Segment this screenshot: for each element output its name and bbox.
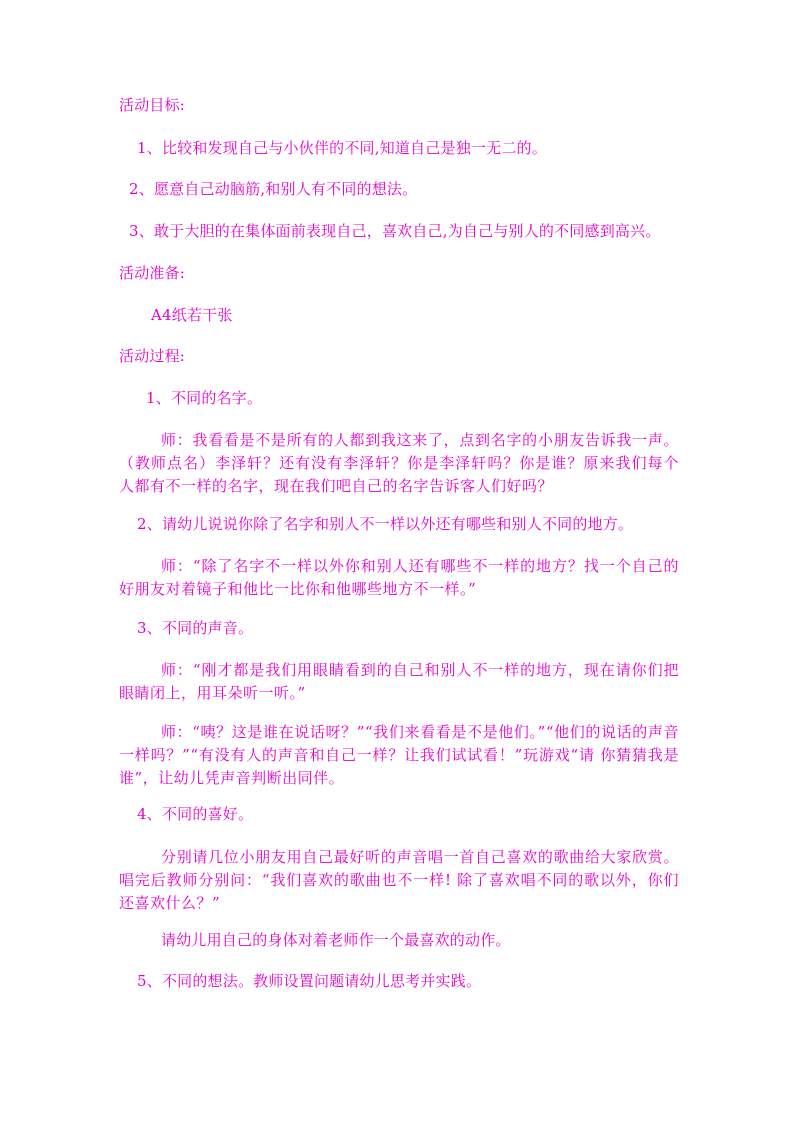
goal-item-3: 3、敢于大胆的在集体面前表现自己，喜欢自己,为自己与别人的不同感到高兴。 xyxy=(129,222,661,240)
step-1-title: 1、不同的名字。 xyxy=(146,389,263,407)
step-4-title: 4、不同的喜好。 xyxy=(137,805,254,823)
step-3-paragraph-a: 师：“刚才都是我们用眼睛看到的自己和别人不一样的地方，现在请你们把眼睛闭上，用耳朵听一听。” xyxy=(119,661,679,702)
prep-item: A4纸若干张 xyxy=(151,306,233,324)
step-2-title: 2、请幼儿说说你除了名字和别人不一样以外还有哪些和别人不同的地方。 xyxy=(137,515,634,533)
step-1-paragraph: 师：我看看是不是所有的人都到我这来了，点到名字的小朋友告诉我一声。（教师点名）李泽轩？还有没有李泽轩？你是李泽轩吗？你是谁？原来我们每个 人都有不一样的名字，现在我们吧自己的名字告诉客人们好吗？ xyxy=(119,431,711,495)
step-2-paragraph: 师：“除了名字不一样以外你和别人还有哪些不一样的地方？找一个自己的好朋友对着镜子和他比一比你和他哪些地方不一样。” xyxy=(119,557,679,598)
goal-item-2: 2、愿意自己动脑筋,和别人有不同的想法。 xyxy=(129,180,418,198)
goal-item-1: 1、比较和发现自己与小伙伴的不同,知道自己是独一无二的。 xyxy=(137,139,547,157)
step-4-paragraph-a: 分别请几位小朋友用自己最好听的声音唱一首自己喜欢的歌曲给大家欣赏。唱完后教师分别问：“我们喜欢的歌曲也不一样! 除了喜欢唱不同的歌以外，你们还喜欢什么？” xyxy=(119,848,679,912)
step-3-title: 3、不同的声音。 xyxy=(137,619,254,637)
step-3-paragraph-b: 师：“咦？这是谁在说话呀？”“我们来看看是不是他们。”“他们的说话的声音一样吗？”“有没有人的声音和自己一样？让我们试试看！”玩游戏“请 你猜猜我是谁”，让幼儿凭声音判断出同伴。 xyxy=(119,723,679,787)
step-5-title: 5、不同的想法。教师设置问题请幼儿思考并实践。 xyxy=(137,972,482,990)
goal-heading: 活动目标: xyxy=(119,96,186,114)
step-4-paragraph-b: 请幼儿用自己的身体对着老师作一个最喜欢的动作。 xyxy=(161,931,511,949)
prep-heading: 活动准备: xyxy=(119,264,186,282)
process-heading: 活动过程: xyxy=(119,347,186,365)
